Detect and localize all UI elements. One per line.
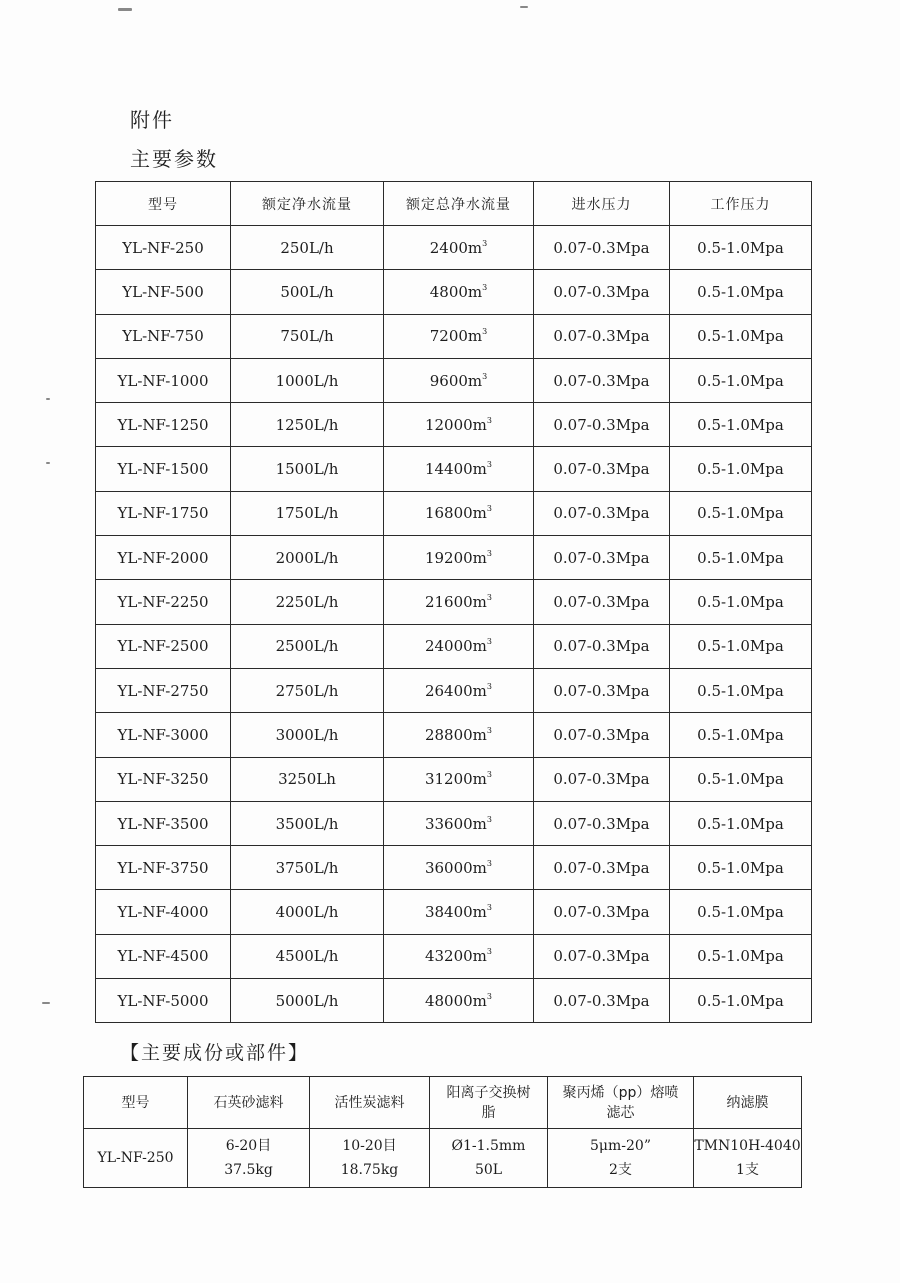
scan-speck [520,6,528,8]
inlet-pressure-cell: 0.07-0.3Mpa [534,536,670,580]
rated-flow-cell: 3750L/h [231,846,384,890]
working-pressure-cell: 0.5-1.0Mpa [670,934,812,978]
comp-cell-pp-melt-blown: 5μm-20” 2支 [548,1129,694,1188]
model-cell: YL-NF-3750 [96,846,231,890]
header-model: 型号 [96,182,231,226]
model-cell: YL-NF-500 [96,270,231,314]
working-pressure-cell: 0.5-1.0Mpa [670,757,812,801]
rated-flow-cell: 4000L/h [231,890,384,934]
working-pressure-cell: 0.5-1.0Mpa [670,890,812,934]
working-pressure-cell: 0.5-1.0Mpa [670,403,812,447]
working-pressure-cell: 0.5-1.0Mpa [670,447,812,491]
rated-total-flow-cell: $28800m^3$ [384,713,534,757]
model-cell: YL-NF-3500 [96,801,231,845]
working-pressure-cell: 0.5-1.0Mpa [670,668,812,712]
model-cell: YL-NF-1750 [96,491,231,535]
table-row [96,846,812,890]
working-pressure-cell: 0.5-1.0Mpa [670,491,812,535]
comp-header-nanofiltration-membrane: 纳滤膜 [694,1077,802,1129]
inlet-pressure-cell: 0.07-0.3Mpa [534,713,670,757]
inlet-pressure-cell: 0.07-0.3Mpa [534,403,670,447]
working-pressure-cell: 0.5-1.0Mpa [670,979,812,1023]
table-row [96,624,812,668]
rated-total-flow-cell: $33600m^3$ [384,801,534,845]
header-inlet-pressure: 进水压力 [534,182,670,226]
rated-flow-cell: 2000L/h [231,536,384,580]
working-pressure-cell: 0.5-1.0Mpa [670,358,812,402]
model-cell: YL-NF-250 [96,226,231,270]
rated-total-flow-cell: $7200m^3$ [384,314,534,358]
rated-total-flow-cell: $36000m^3$ [384,846,534,890]
comp-header-activated-carbon: 活性炭滤料 [310,1077,430,1129]
inlet-pressure-cell: 0.07-0.3Mpa [534,270,670,314]
rated-total-flow-cell: $38400m^3$ [384,890,534,934]
working-pressure-cell: 0.5-1.0Mpa [670,580,812,624]
model-cell: YL-NF-2750 [96,668,231,712]
header-rated-total-flow: 额定总净水流量 [384,182,534,226]
rated-total-flow-cell: $4800m^3$ [384,270,534,314]
rated-total-flow-cell: $43200m^3$ [384,934,534,978]
rated-flow-cell: 3000L/h [231,713,384,757]
rated-flow-cell: 2250L/h [231,580,384,624]
rated-total-flow-cell: $21600m^3$ [384,580,534,624]
rated-total-flow-cell: $48000m^3$ [384,979,534,1023]
inlet-pressure-cell: 0.07-0.3Mpa [534,757,670,801]
scan-speck [46,462,50,464]
working-pressure-cell: 0.5-1.0Mpa [670,536,812,580]
inlet-pressure-cell: 0.07-0.3Mpa [534,624,670,668]
main-params-heading: 主要参数 [130,147,218,171]
model-cell: YL-NF-3250 [96,757,231,801]
table-row [96,979,812,1023]
inlet-pressure-cell: 0.07-0.3Mpa [534,491,670,535]
comp-cell-model: YL-NF-250 [84,1129,188,1188]
rated-flow-cell: 2500L/h [231,624,384,668]
rated-total-flow-cell: $14400m^3$ [384,447,534,491]
table-row [96,403,812,447]
components-table [83,1076,802,1188]
main-params-table [95,181,812,1023]
rated-flow-cell: 3500L/h [231,801,384,845]
table-row [96,226,812,270]
scan-speck [46,398,50,400]
comp-cell-activated-carbon: 10-20目 18.75kg [310,1129,430,1188]
scan-speck [42,1002,50,1004]
inlet-pressure-cell: 0.07-0.3Mpa [534,447,670,491]
comp-header-quartz-sand: 石英砂滤料 [188,1077,310,1129]
model-cell: YL-NF-4500 [96,934,231,978]
rated-total-flow-cell: $19200m^3$ [384,536,534,580]
model-cell: YL-NF-750 [96,314,231,358]
model-cell: YL-NF-1250 [96,403,231,447]
working-pressure-cell: 0.5-1.0Mpa [670,624,812,668]
model-cell: YL-NF-2000 [96,536,231,580]
inlet-pressure-cell: 0.07-0.3Mpa [534,226,670,270]
rated-total-flow-cell: $24000m^3$ [384,624,534,668]
rated-flow-cell: 3250Lh [231,757,384,801]
inlet-pressure-cell: 0.07-0.3Mpa [534,801,670,845]
model-cell: YL-NF-1000 [96,358,231,402]
inlet-pressure-cell: 0.07-0.3Mpa [534,979,670,1023]
working-pressure-cell: 0.5-1.0Mpa [670,801,812,845]
table-row [96,934,812,978]
table-row [96,580,812,624]
rated-flow-cell: 4500L/h [231,934,384,978]
rated-flow-cell: 2750L/h [231,668,384,712]
rated-flow-cell: 1000L/h [231,358,384,402]
table-row [96,314,812,358]
inlet-pressure-cell: 0.07-0.3Mpa [534,358,670,402]
comp-cell-quartz-sand: 6-20目 37.5kg [188,1129,310,1188]
table-row [96,713,812,757]
rated-total-flow-cell: $9600m^3$ [384,358,534,402]
rated-total-flow-cell: $16800m^3$ [384,491,534,535]
attachment-heading: 附件 [130,108,174,132]
rated-flow-cell: 5000L/h [231,979,384,1023]
table-row [96,801,812,845]
table-row [96,358,812,402]
components-header-row [84,1077,802,1129]
model-cell: YL-NF-1500 [96,447,231,491]
model-cell: YL-NF-5000 [96,979,231,1023]
inlet-pressure-cell: 0.07-0.3Mpa [534,934,670,978]
inlet-pressure-cell: 0.07-0.3Mpa [534,668,670,712]
inlet-pressure-cell: 0.07-0.3Mpa [534,580,670,624]
header-working-pressure: 工作压力 [670,182,812,226]
working-pressure-cell: 0.5-1.0Mpa [670,713,812,757]
rated-total-flow-cell: $26400m^3$ [384,668,534,712]
model-cell: YL-NF-2500 [96,624,231,668]
model-cell: YL-NF-2250 [96,580,231,624]
params-header-row [96,182,812,226]
table-row [96,668,812,712]
inlet-pressure-cell: 0.07-0.3Mpa [534,890,670,934]
comp-cell-cation-resin: Ø1-1.5mm 50L [430,1129,548,1188]
rated-total-flow-cell: $12000m^3$ [384,403,534,447]
comp-cell-nanofiltration-membrane: TMN10H-4040 1支 [694,1129,802,1188]
rated-flow-cell: 750L/h [231,314,384,358]
table-row [84,1129,802,1188]
table-row [96,757,812,801]
components-heading: 【主要成份或部件】 [120,1042,310,1064]
rated-flow-cell: 1750L/h [231,491,384,535]
table-row [96,536,812,580]
rated-flow-cell: 500L/h [231,270,384,314]
model-cell: YL-NF-4000 [96,890,231,934]
comp-header-model: 型号 [84,1077,188,1129]
inlet-pressure-cell: 0.07-0.3Mpa [534,314,670,358]
header-rated-flow: 额定净水流量 [231,182,384,226]
scan-speck [118,8,132,11]
table-row [96,447,812,491]
comp-header-cation-resin: 阳离子交换树 脂 [430,1077,548,1129]
rated-total-flow-cell: $2400m^3$ [384,226,534,270]
working-pressure-cell: 0.5-1.0Mpa [670,226,812,270]
rated-flow-cell: 250L/h [231,226,384,270]
rated-flow-cell: 1250L/h [231,403,384,447]
table-row [96,890,812,934]
working-pressure-cell: 0.5-1.0Mpa [670,270,812,314]
inlet-pressure-cell: 0.07-0.3Mpa [534,846,670,890]
rated-total-flow-cell: $31200m^3$ [384,757,534,801]
rated-flow-cell: 1500L/h [231,447,384,491]
working-pressure-cell: 0.5-1.0Mpa [670,314,812,358]
table-row [96,270,812,314]
working-pressure-cell: 0.5-1.0Mpa [670,846,812,890]
model-cell: YL-NF-3000 [96,713,231,757]
comp-header-pp-melt-blown: 聚丙烯（pp）熔喷 滤芯 [548,1077,694,1129]
table-row [96,491,812,535]
